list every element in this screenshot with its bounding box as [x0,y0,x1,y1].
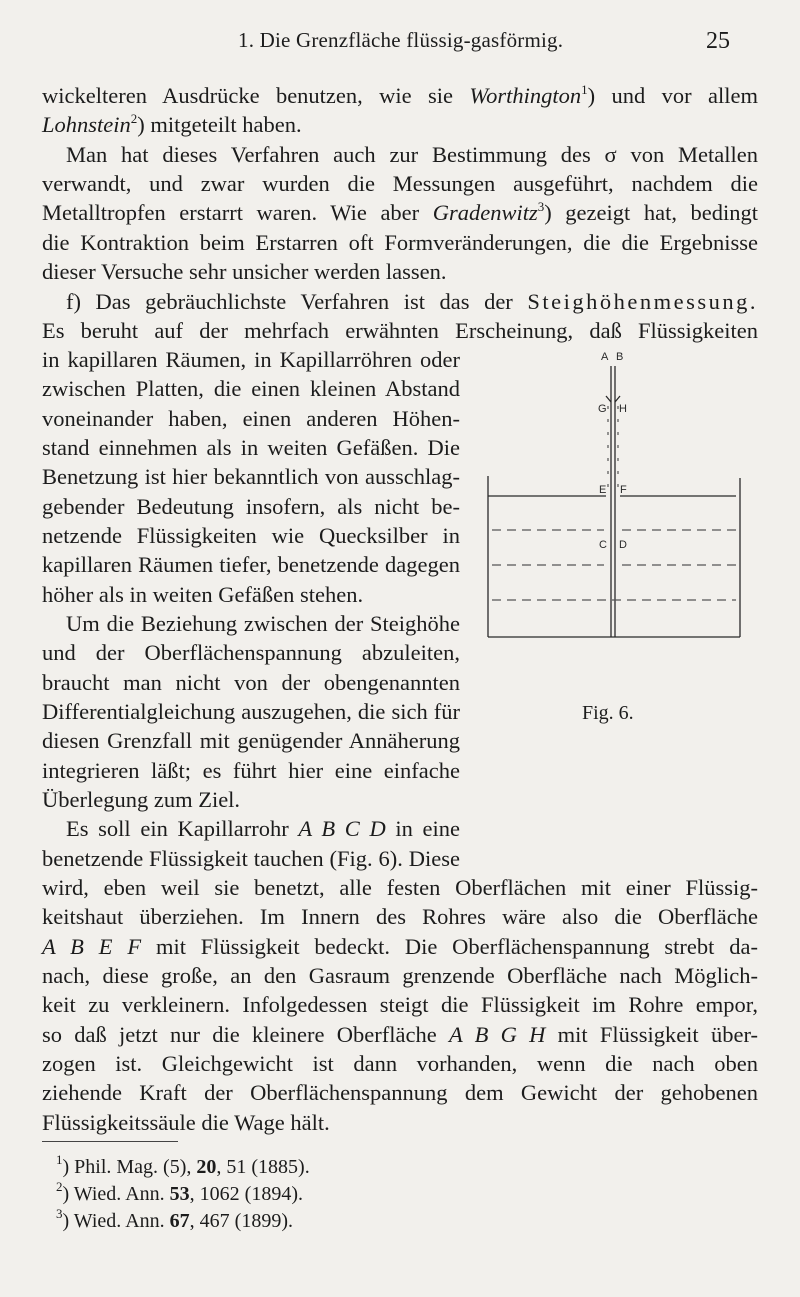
text-line: in kapillaren Räumen, in Kapillarröhren oder [42,347,460,372]
text-line: f) Das gebräuchlichste Verfahren ist das der Steighöhenmessung. [66,289,758,314]
figure-capillary-tube [478,351,744,690]
text-line: diesen Grenzfall mit genügender Annäherung [42,728,460,753]
text-line: netzende Flüssigkeiten wie Quecksilber in [42,523,460,548]
text-line: A B E F mit Flüssigkeit bedeckt. Die Oberflächenspannung strebt da- [42,934,758,959]
running-title: 1. Die Grenzfläche flüssig-gasförmig. [238,28,564,52]
label-g: G [598,403,607,415]
text-line: Lohnstein$^2$) mitgeteilt haben. [42,111,302,137]
label-f: F [620,484,627,496]
text-line: Überlegung zum Ziel. [42,787,241,812]
text-line: ziehende Kraft der Oberflächenspannung dem Gewicht der gehobenen [42,1080,758,1105]
footnote: $^2$) Wied. Ann. 53, 1062 (1894). [56,1179,303,1205]
text-line: Metalltropfen erstarrt waren. Wie aber Gradenwitz$^3$) gezeigt hat, bedingt [42,199,759,225]
text-line: wickelteren Ausdrücke benutzen, wie sie Worthington$^1$) und vor allem [42,82,758,108]
text-line: nach, diese große, an den Gasraum grenzende Oberfläche nach Möglich- [42,963,758,988]
text-line: Es soll ein Kapillarrohr A B C D in eine [66,816,460,841]
footnote: $^1$) Phil. Mag. (5), 20, 51 (1885). [56,1152,310,1178]
footnote: $^3$) Wied. Ann. 67, 467 (1899). [56,1206,293,1232]
text-line: integrieren läßt; es führt hier eine einfache [42,758,460,783]
text-line: Um die Beziehung zwischen der Steighöhe [66,611,460,636]
text-line: höher als in weiten Gefäßen stehen. [42,582,364,607]
page-header [0,28,800,58]
text-line: und der Oberflächenspannung abzuleiten, [42,640,460,665]
text-line: Es beruht auf der mehrfach erwähnten Erscheinung, daß Flüssigkeiten [42,318,758,343]
label-d: D [619,539,627,551]
label-c: C [599,539,607,551]
text-line: keit zu verkleinern. Infolgedessen steigt die Flüssigkeit im Rohre empor, [42,992,758,1017]
text-line: Differentialgleichung auszugehen, die sich für [42,699,460,724]
text-line: stand einnehmen als in weiten Gefäßen. Die [42,435,460,460]
text-line: dieser Versuche sehr unsicher werden lassen. [42,259,447,284]
text-line: Flüssigkeitssäule die Wage hält. [42,1110,330,1135]
label-a: A [601,351,609,363]
label-h: H [619,403,627,415]
text-line: benetzende Flüssigkeit tauchen (Fig. 6). Diese [42,846,460,871]
text-line: die Kontraktion beim Erstarren oft Formveränderungen, die die Ergebnisse [42,230,758,255]
text-line: kapillaren Räumen tiefer, benetzende dagegen [42,552,460,577]
text-line: so daß jetzt nur die kleinere Oberfläche A B G H mit Flüssigkeit über- [42,1022,758,1047]
footnote-divider [42,1141,178,1142]
label-e: E [599,484,607,496]
text-line: verwandt, und zwar wurden die Messungen ausgeführt, nachdem die [42,171,758,196]
text-line: braucht man nicht von der obengenannten [42,670,460,695]
text-line: gebender Bedeutung insofern, als nicht be- [42,494,460,519]
label-b: B [616,351,624,363]
capillary-diagram [478,351,744,690]
text-line: zogen ist. Gleichgewicht ist dann vorhanden, wenn die nach oben [42,1051,758,1076]
text-line: zwischen Platten, die einen kleinen Abstand [42,376,460,401]
figure-caption: Fig. 6. [582,702,634,724]
text-line: keitshaut überziehen. Im Innern des Rohres wäre also die Oberfläche [42,904,758,929]
page-number: 25 [706,28,730,54]
text-line: voneinander haben, einen anderen Höhen- [42,406,460,431]
text-line: wird, eben weil sie benetzt, alle festen Oberflächen mit einer Flüssig- [42,875,758,900]
text-line: Man hat dieses Verfahren auch zur Bestimmung des σ von Metallen [66,142,758,167]
text-line: Benetzung ist hier bekanntlich von ausschlag- [42,464,460,489]
